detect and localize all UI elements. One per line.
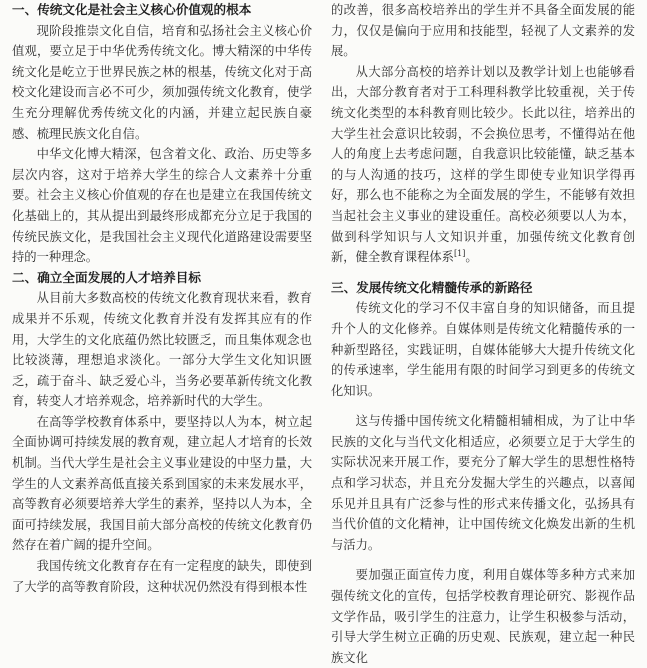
section-heading-1: 一、传统文化是社会主义核心价值观的根本 — [12, 2, 252, 17]
body-text: 从大部分高校的培养计划以及教学计划上也能够看出，大部分教育者对于工科理科教学比较重视，关于传统文化类型的本科教育则比较少。长此以往，培养出的大学生社会意识比较弱，不会换位思考，不懂得站在他人的角度上去考虑问题，自我意识比较能懂，缺乏基本的与人沟通的技巧，这样的学生即使专业知识学得再好，那么也不能称之为全面发展的学生，不能够有效担当起社会主义事业的建设重任。高校必须要以人为本，做到科学知识与人文知识并重，加强传统文化教育创新，健全教育课程体系 — [331, 64, 635, 265]
body-paragraph: 在高等学校教育体系中，要坚持以人为本，树立起全面协调可持续发展的教育观，建立起人才培育的长效机制。当代大学生是社会主义事业建设的中坚力量，大学生的人文素养高低直接关系到国家的未来发展水平，高等教育必须要培养大学生的素养，坚持以人为本，全面可持续发展，我国目前大部分高校的传统文化教育仍然存在着广阔的提升空间。 — [12, 414, 312, 553]
body-paragraph — [331, 62, 635, 268]
section-heading-3: 三、发展传统文化精髓传承的新路径 — [331, 279, 533, 295]
right-column — [331, 0, 635, 668]
section-spacer — [331, 268, 635, 278]
body-paragraph: 这与传播中国传统文化精髓相辅相成，为了让中华民族的文化与当代文化相适应，必须要立足于大学生的实际状况来开展工作，要充分了解大学生的思想性格特点和学习状态，并且充分发掘大学生的兴趣点，以喜闻乐见并且具有广泛参与性的形式来传播文化，弘扬具有当代价值的文化精神，让中国传统文化焕发出新的生机与活力。 — [331, 414, 635, 552]
paragraph-spacer — [331, 401, 635, 411]
body-paragraph: 中华文化博大精深，包含着文化、政治、历史等多层次内容，这对于培养大学生的综合人文素养十分重要。社会主义核心价值观的存在也是建立在我国传统文化基础上的，其从提出到最终形成都充分立足于我国的传统民族文化，是我国社会主义现代化道路建设需要坚持的一种理念。 — [12, 147, 312, 265]
citation-marker: [1] — [453, 249, 466, 259]
body-paragraph: 要加强正面宣传力度，利用自媒体等多种方式来加强传统文化的宣传，包括学校教育理论研究、影视作品文学作品，吸引学生的注意力，让学生积极参与活动，引导大学生树立正确的历史观、民族观，建立起一种民族文化 — [331, 568, 635, 665]
body-text-end: 。 — [465, 250, 478, 265]
section-heading-2: 二、确立全面发展的人才培养目标 — [12, 269, 201, 285]
body-paragraph: 传统文化的学习不仅丰富自身的知识储备，而且提升个人的文化修养。自媒体则是传统文化精髓传承的一种新型路径，实践证明，自媒体能够大大提升传统文化的传承速率，学生能用有限的时间学习到更多的传统文化知识。 — [331, 301, 635, 398]
left-column — [12, 0, 312, 597]
body-paragraph-continued: 的改善，很多高校培养出的学生并不具备全面发展的能力，仅仅是偏向于应用和技能型，轻视了人文素养的发展。 — [331, 3, 635, 59]
body-paragraph: 现阶段推崇文化自信，培育和弘扬社会主义核心价值观，要立足于中华优秀传统文化。博大精深的中华传统文化是屹立于世界民族之林的根基，传统文化对于高校文化建设而言必不可少，须加强传统文化教育，使学生充分理解优秀传统文化的内涵，并建立起民族自豪感、梳理民族文化自信。 — [12, 23, 312, 141]
body-paragraph: 从目前大多数高校的传统文化教育现状来看，教育成果并不乐观，传统文化教育并没有发挥其应有的作用，大学生的文化底蕴仍然比较匮乏，而且集体观念也比较淡薄，理想追求淡化。一部分大学生文化知识匮乏，疏于奋斗、缺乏爱心斗，当务必要革新传统文化教育，转变人才培养观念，培养新时代的大学生。 — [12, 291, 312, 409]
body-paragraph: 我国传统文化教育存在有一定程度的缺失，即使到了大学的高等教育阶段，这种状况仍然没有得到根本性 — [12, 559, 312, 594]
paragraph-spacer — [331, 555, 635, 565]
